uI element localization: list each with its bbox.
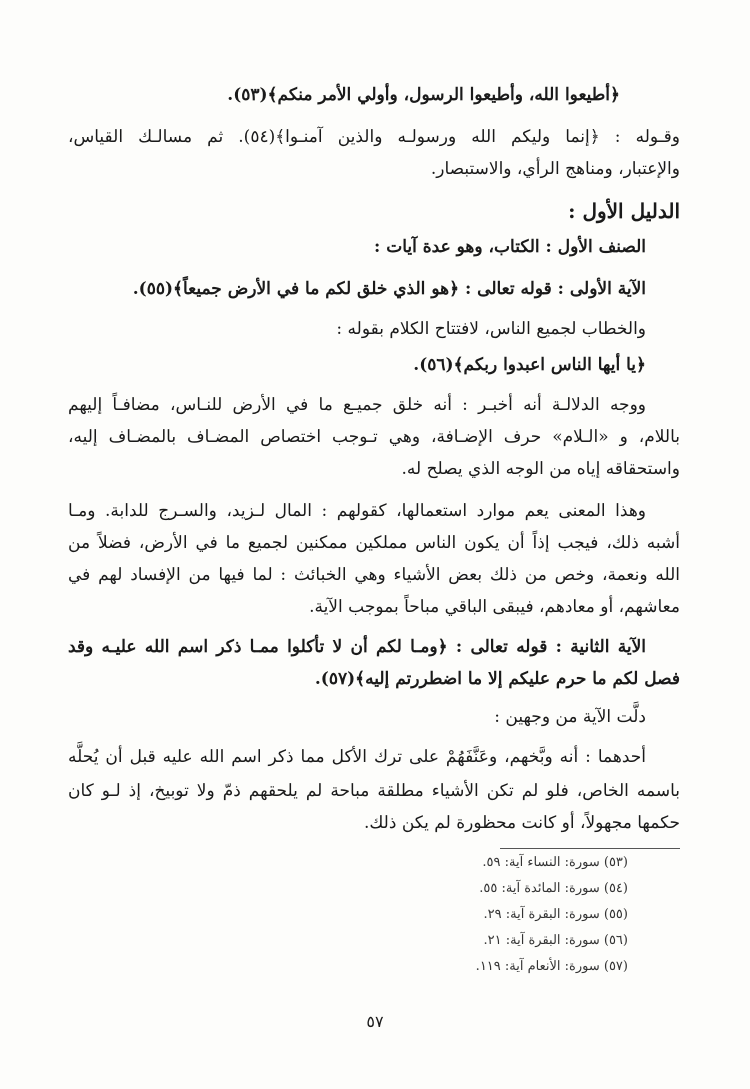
text-line: باللام، و «الـلام» حرف الإضـافة، وهي تـوجب اختصاص المضـاف بالمضـاف إليه، [68, 427, 680, 447]
section-heading: الدليل الأول : [568, 199, 680, 223]
footnote: (٥٦) سورة: البقرة آية: ٢١. [483, 933, 628, 948]
verse-line: فصل لكم ما حرم عليكم إلا ما اضطررتم إليه﴾(٥٧). [314, 669, 680, 689]
text-line: دلَّت الآية من وجهين : [494, 707, 646, 727]
text-line: الله ونعمة، وخص من ذلك بعض الأشياء وهي الخبائث : لما فيها من الإفساد لهم في [68, 565, 680, 585]
text-line: حكمها مجهولاً، أو كانت محظورة لم يكن ذلك. [363, 813, 680, 833]
verse-line: ﴿أطيعوا الله، وأطيعوا الرسول، وأولي الأمر منكم﴾(٥٣). [227, 85, 620, 105]
text-line: أحدهما : أنه وبَّخهم، وعَنَّفَهُمْ على ترك الأكل مما ذكر اسم الله عليه قبل أن يُحلَّه [68, 747, 646, 767]
footnote: (٥٥) سورة: البقرة آية: ٢٩. [483, 907, 628, 922]
text-line: والخطاب لجميع الناس، لافتتاح الكلام بقوله : [336, 319, 646, 339]
verse-heading: الآية الأولى : قوله تعالى : ﴿هو الذي خلق لكم ما في الأرض جميعاً﴾(٥٥). [132, 279, 646, 299]
text-line: أشبه ذلك، فيجب إذاً أن يكون الناس مملكين ممكنين لجميع ما في الأرض، فضلاً من [68, 533, 680, 553]
page-number: ٥٧ [366, 1012, 384, 1031]
subsection-heading: الصنف الأول : الكتاب، وهو عدة آيات : [374, 237, 646, 257]
text-line: وقـوله : ﴿إنما وليكم الله ورسولـه والذين آمنـوا﴾(٥٤). ثم مسالـك القياس، [68, 127, 680, 147]
footnote: (٥٤) سورة: المائدة آية: ٥٥. [479, 881, 628, 896]
verse-heading: الآية الثانية : قوله تعالى : ﴿ومـا لكم أن لا تأكلوا ممـا ذكر اسم الله عليـه وقد [68, 637, 646, 657]
text-line: معاشهم، أو معادهم، فيبقى الباقي مباحاً بموجب الآية. [309, 597, 680, 617]
text-line: وهذا المعنى يعم موارد استعمالها، كقولهم : المال لـزيد، والسـرج للدابة. ومـا [68, 501, 646, 521]
text-line: ووجه الدلالـة أنه أخبـر : أنه خلق جميـع ما في الأرض للنـاس، مضافـاً إليهم [68, 395, 646, 415]
text-line: والإعتبار، ومناهج الرأي، والاستبصار. [430, 159, 680, 179]
footnote: (٥٣) سورة: النساء آية: ٥٩. [482, 855, 628, 870]
footnote: (٥٧) سورة: الأنعام آية: ١١٩. [475, 959, 628, 974]
footnote-divider [500, 848, 680, 849]
text-line: باسمه الخاص، فلو لم تكن الأشياء مطلقة مباحة لم يلحقهم ذمّ ولا توبيخ، إذ لـو كان [68, 781, 680, 801]
verse-line: ﴿يا أيها الناس اعبدوا ربكم﴾(٥٦). [413, 355, 646, 375]
text-line: واستحقاقه إياه من الوجه الذي يصلح له. [401, 459, 680, 479]
